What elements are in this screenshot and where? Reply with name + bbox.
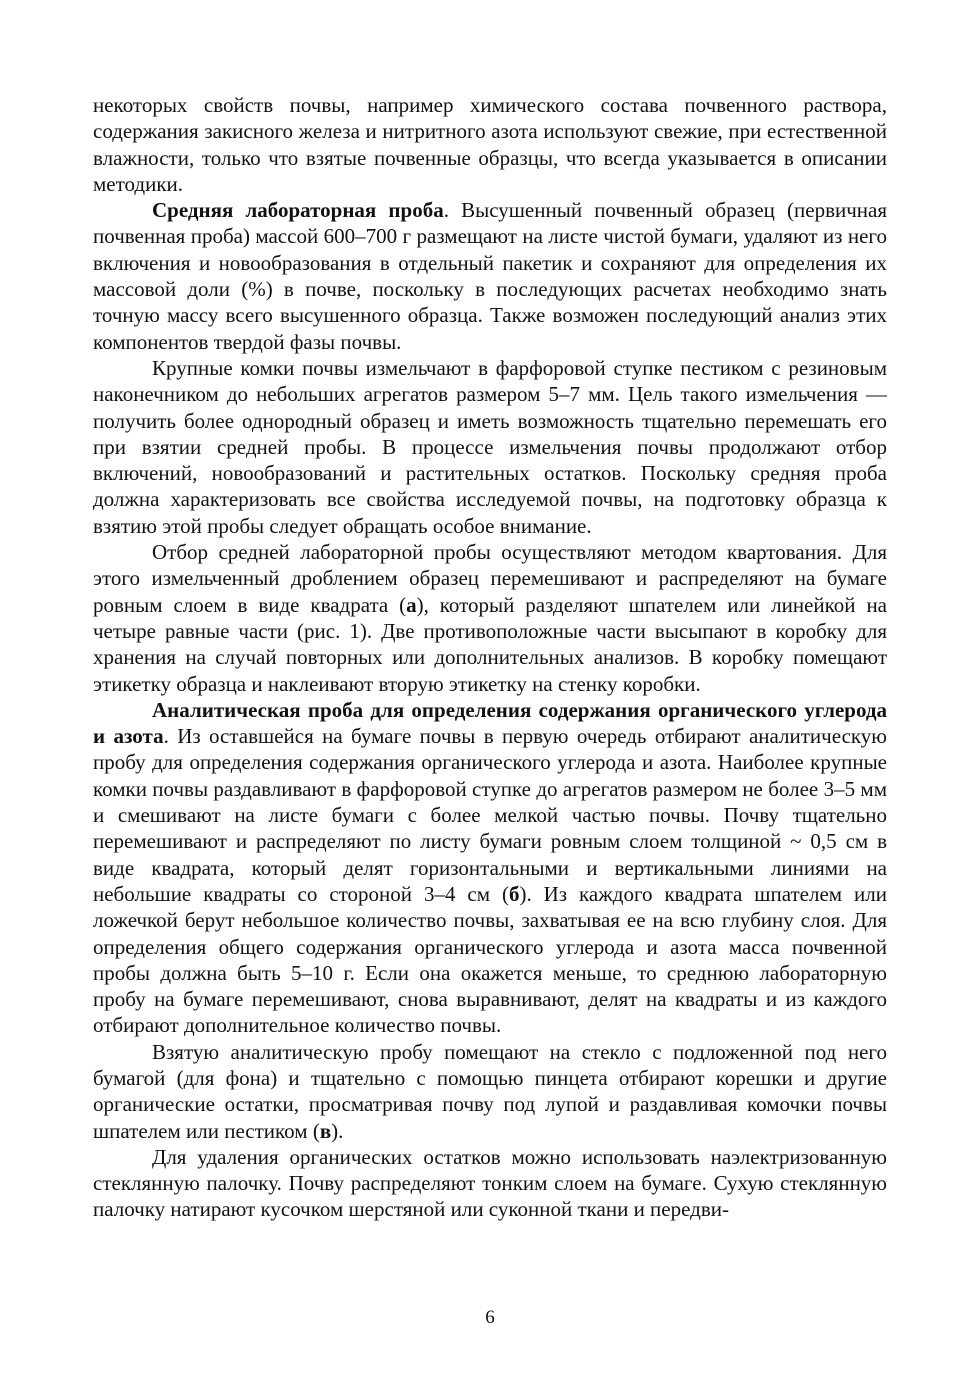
paragraph-text: ). Из каждого квадрата шпателем или ложечкой берут небольшое количество почвы, захватывая ее на всю глубину слоя. Для определения общего содержания органического углерода и азота масса почвенной пробы должна быть 5–10 г. Если она окажется меньше, то среднюю лабораторную пробу на бумаге перемешивают, снова выравнивают, делят на квадраты и из каждого отбирают дополнительное количество почвы.: [93, 881, 887, 1038]
paragraph-heading: Аналитическая проба для определения содержания органического углерода и азота: [93, 697, 887, 749]
paragraph: [93, 1144, 887, 1223]
page-number: 6: [485, 1307, 495, 1328]
paragraph: [93, 539, 887, 697]
figure-panel-ref: б: [508, 881, 520, 906]
paragraph-text: . Из оставшейся на бумаге почвы в первую очередь отбирают аналитическую пробу для определения содержания органического углерода и азота. Наиболее крупные комки почвы раздавливают в фарфоровой ступке до агрегатов размером не более 3–5 мм и смешивают на листе бумаги с более мелкой частью почвы. Почву тщательно перемешивают и распределяют по листу бумаги ровным слоем толщиной ~ 0,5 см в виде квадрата, который делят горизонтальными и вертикальными линиями на небольшие квадраты со стороной 3–4 см (: [93, 724, 887, 906]
paragraph-text: Взятую аналитическую пробу помещают на стекло с подложенной под него бумагой (для фона) и тщательно с помощью пинцета отбирают корешки и другие органические остатки, просматривая почву под лупой и раздавливая комочки почвы шпателем или пестиком (: [93, 1039, 887, 1143]
paragraph-text: . Высушенный почвенный образец (первичная почвенная проба) массой 600–700 г размещают на листе чистой бумаги, удаляют из него включения и новообразования в отдельный пакетик и сохраняют для определения их массовой доли (%) в почве, поскольку в последующих расчетах необходимо знать точную массу всего высушенного образца. Также возможен последующий анализ этих компонентов твердой фазы почвы.: [93, 198, 887, 354]
paragraph-text: Крупные комки почвы измельчают в фарфоровой ступке пестиком с резиновым наконечником до небольших агрегатов размером 5–7 мм. Цель такого измельчения — получить более однородный образец и иметь возможность тщательно перемешать его при взятии средней пробы. В процессе измельчения почвы продолжают отбор включений, новообразований и растительных остатков. Поскольку средняя проба должна характеризовать все свойства исследуемой почвы, на подготовку образца к взятию этой пробы следует обращать особое внимание.: [93, 355, 887, 538]
figure-panel-ref: а: [406, 592, 417, 617]
paragraph: [93, 197, 887, 355]
paragraph-text: ), который разделяют шпателем или линейкой на четыре равные части (рис. 1). Две противоположные части высыпают в коробку для хранения на случай повторных или дополнительных анализов. В коробку помещают этикетку образца и наклеивают вторую этикетку на стенку коробки.: [93, 592, 887, 696]
paragraph-text: Для удаления органических остатков можно использовать наэлектризованную стеклянную палочку. Почву распределяют тонким слоем на бумаге. Сухую стеклянную палочку натирают кусочком шерстяной или суконной ткани и передви-: [93, 1144, 887, 1222]
paragraph-heading: Средняя лабораторная проба: [152, 198, 444, 223]
paragraph-text: ).: [331, 1118, 344, 1143]
paragraph-text: некоторых свойств почвы, например химического состава почвенного раствора, содержания закисного железа и нитритного азота используют свежие, при естественной влажности, только что взятые почвенные образцы, что всегда указывается в описании методики.: [93, 93, 887, 196]
paragraph: [93, 92, 887, 197]
paragraph: [93, 697, 887, 1039]
paragraph: [93, 355, 887, 539]
figure-panel-ref: в: [319, 1118, 332, 1143]
paragraph-text: Отбор средней лабораторной пробы осуществляют методом квартования. Для этого измельченный дроблением образец перемешивают и распределяют на бумаге ровным слоем в виде квадрата (: [93, 540, 887, 617]
body-text: [93, 92, 887, 1223]
paragraph: [93, 1039, 887, 1144]
